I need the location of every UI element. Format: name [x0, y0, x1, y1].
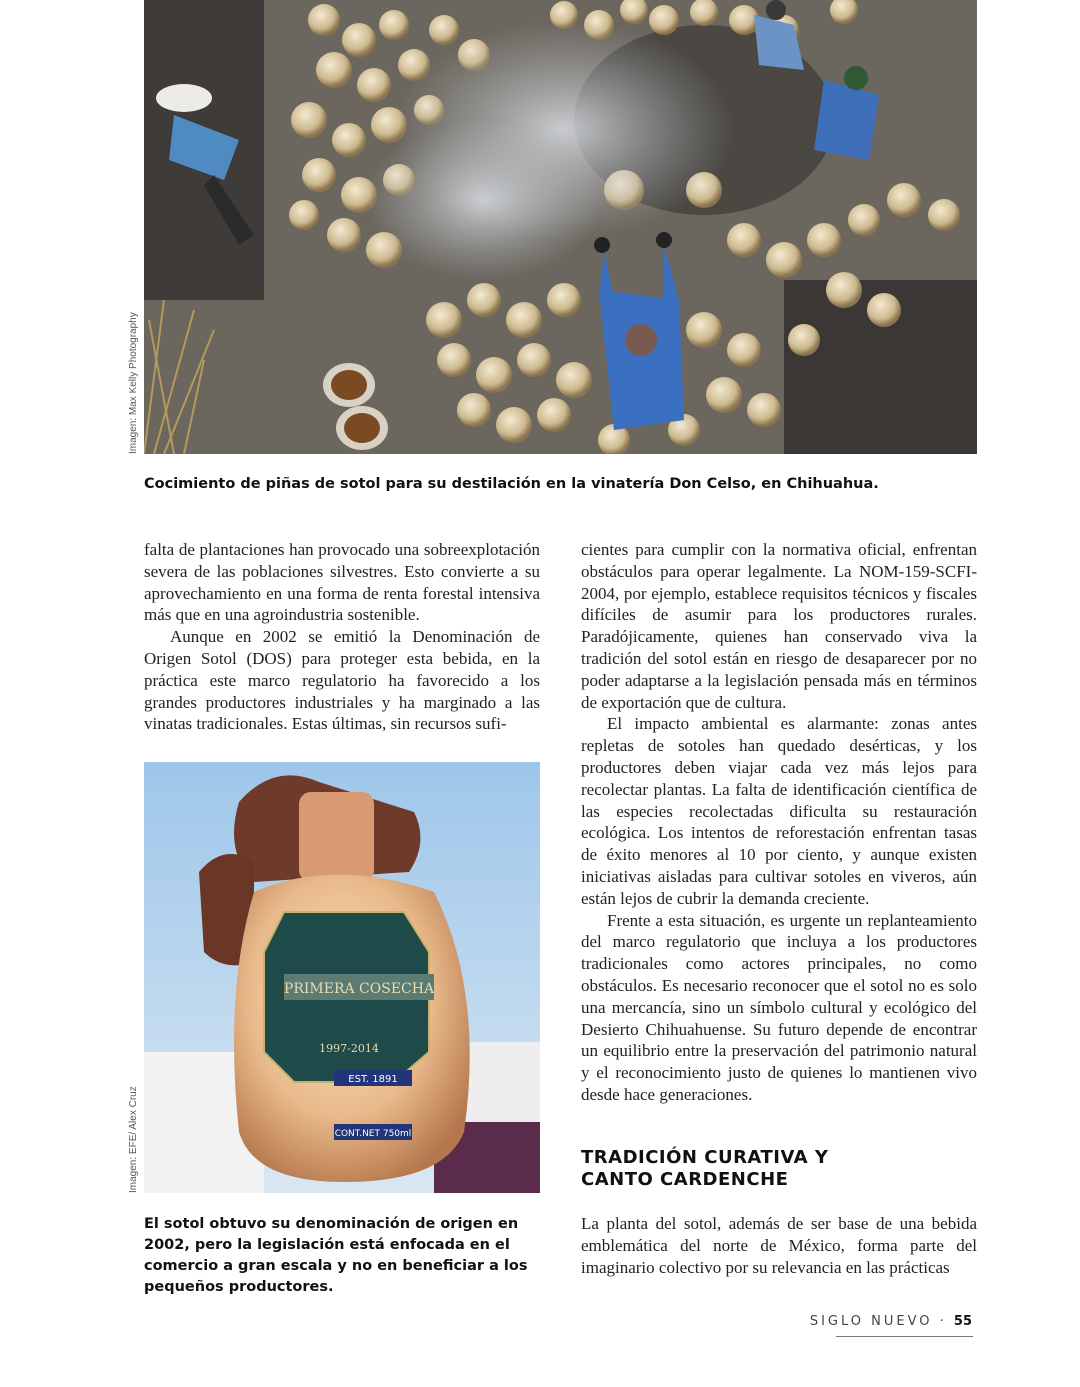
- right-paragraph-1: cientes para cumplir con la normativa oficial, enfrentan obstáculos para operar legalmente. La NOM-159-SCFI-2004, por ejemplo, establece requisitos técnicos y fiscales difíciles de asumir para los productores rurales. Paradójicamente, quienes han conservado viva la tradición del sotol están en riesgo de desaparecer por no poder adaptarse a la legislación pensada más en términos de exportación que de cultura.: [581, 540, 977, 712]
- right-paragraph-2: El impacto ambiental es alarmante: zonas antes repletas de sotoles han quedado desérticas, y los productores deben viajar cada vez más lejos para recolectar plantas. La falta de identificación científica de las especies recolectadas dificulta su restauración ecológica. Los intentos de reforestación enfrentan tasas de éxito menores al 10 por ciento, y aunque existen iniciativas aisladas para cultivar sotoles en viveros, aún están lejos de cubrir la demanda creciente.: [581, 714, 977, 908]
- bottle-photo-caption: El sotol obtuvo su denominación de origen en 2002, pero la legislación está enfocada en el comercio a gran escala y no en beneficiar a los pequeños productores.: [144, 1216, 528, 1295]
- left-paragraph-1: falta de plantaciones han provocado una sobreexplotación severa de las poblaciones silvestres. Esto convierte a su aprovechamiento en una forma de renta forestal intensiva más que en una agroindustria sostenible.: [144, 540, 540, 625]
- section-heading: [581, 1147, 977, 1191]
- top-photo-caption: Cocimiento de piñas de sotol para su destilación en la vinatería Don Celso, en Chihuahua.: [144, 476, 879, 492]
- bottle-label-years: 1997-2014: [319, 1042, 379, 1055]
- top-photo-credit: Imagen: Max Kelly Photography: [128, 312, 139, 454]
- bottle-label-title: PRIMERA COSECHA: [283, 981, 435, 997]
- right-paragraph-3: Frente a esta situación, es urgente un replanteamiento del marco regulatorio que incluya a los productores tradicionales como actores principales, no como obstáculos. Es necesario reconocer que el sotol no es solo una mercancía, sino un símbolo cultural y ecológico del Desierto Chihuahuense. Su futuro depende de encontrar un equilibrio entre la preservación del patrimonio natural y el reconocimiento justo de quienes lo mantienen vivo desde hace generaciones.: [581, 910, 977, 1104]
- publication-name: SIGLO NUEVO: [809, 1314, 933, 1329]
- page-footer: [810, 1314, 972, 1329]
- section-intro-text: [581, 1213, 977, 1278]
- footer-separator: ·: [939, 1314, 947, 1329]
- section-heading-line-2: CANTO CARDENCHE: [581, 1169, 789, 1190]
- sotol-roasting-illustration: [144, 0, 977, 454]
- footer-rule: [836, 1336, 973, 1337]
- sotol-bottle-illustration: [144, 762, 540, 1193]
- page-number: 55: [953, 1314, 972, 1329]
- section-heading-line-1: TRADICIÓN CURATIVA Y: [581, 1147, 829, 1168]
- right-column-text: [581, 539, 977, 1106]
- bottle-label-cont: CONT.NET 750ml: [334, 1129, 412, 1139]
- bottle-photo: [144, 762, 540, 1193]
- left-column-text: [144, 539, 540, 735]
- bottle-photo-credit: Imagen: EFE/ Alex Cruz: [128, 1086, 139, 1193]
- section-intro-paragraph: La planta del sotol, además de ser base de una bebida emblemática del norte de México, forma parte del imaginario colectivo por su relevancia en las prácticas: [581, 1214, 977, 1277]
- bottle-label-est: EST. 1891: [348, 1074, 398, 1085]
- left-paragraph-2: Aunque en 2002 se emitió la Denominación de Origen Sotol (DOS) para proteger esta bebida, en la práctica este marco regulatorio ha favorecido a los grandes productores industriales y ha marginado a las vinatas tradicionales. Estas últimas, sin recursos sufi-: [144, 627, 540, 734]
- top-photo: [144, 0, 977, 454]
